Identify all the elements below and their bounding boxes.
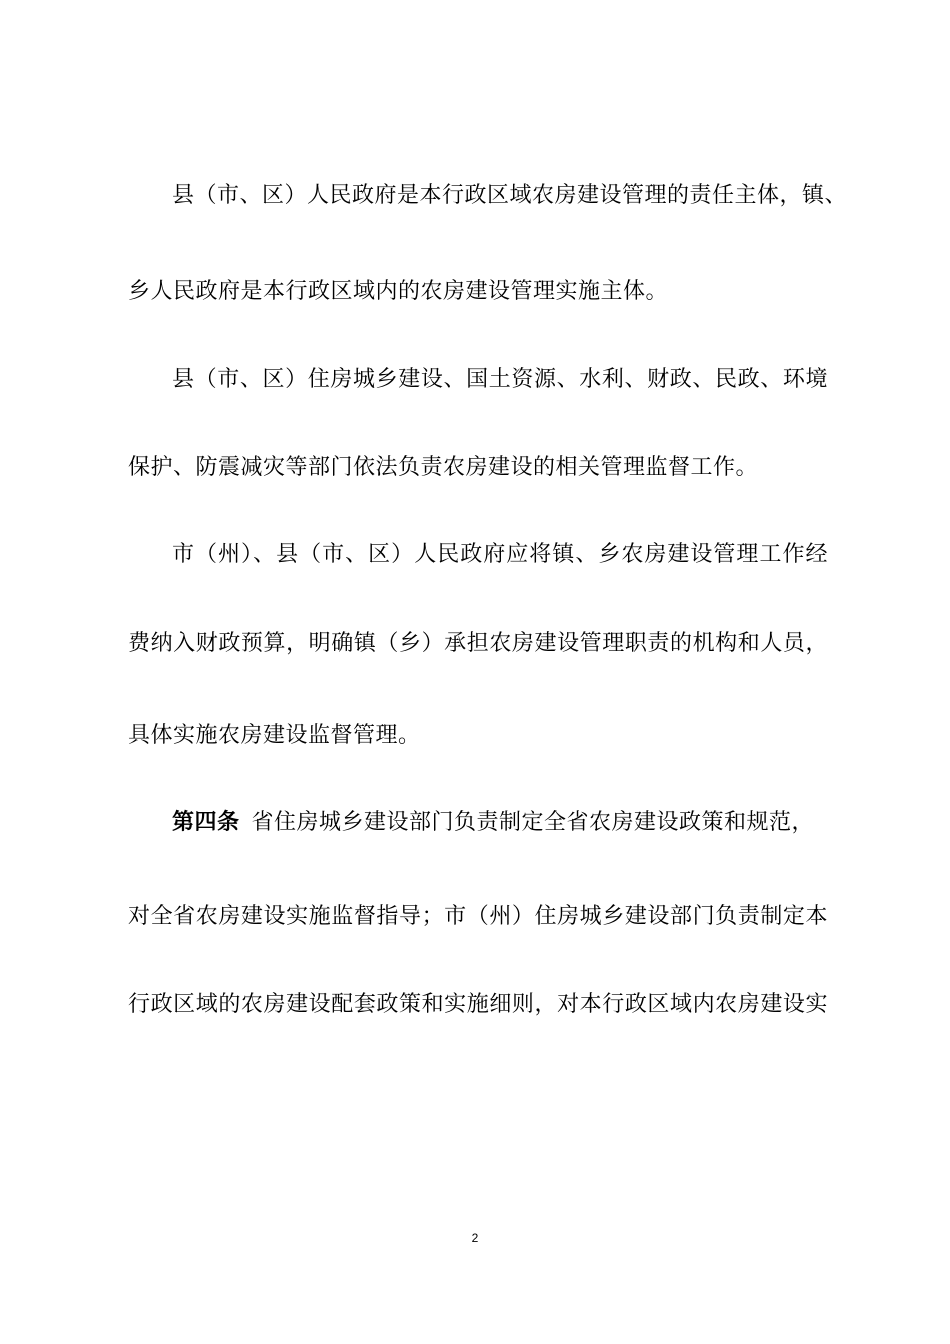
- paragraph-line: 乡人民政府是本行政区域内的农房建设管理实施主体。: [128, 279, 669, 304]
- paragraph-line: 具体实施农房建设监督管理。: [128, 723, 421, 748]
- page-number: 2: [471, 1231, 479, 1245]
- paragraph-line: 市（州）、县（市、区）人民政府应将镇、乡农房建设管理工作经: [172, 542, 828, 567]
- article-four-first-line: [172, 807, 815, 838]
- paragraph-line: 对全省农房建设实施监督指导；市（州）住房城乡建设部门负责制定本: [128, 904, 828, 929]
- paragraph-line: 保护、防震减灾等部门依法负责农房建设的相关管理监督工作。: [128, 455, 759, 480]
- paragraph-line: 县（市、区）住房城乡建设、国土资源、水利、财政、民政、环境: [172, 367, 828, 392]
- paragraph-line: 县（市、区）人民政府是本行政区域农房建设管理的责任主体，镇、: [172, 183, 848, 208]
- paragraph-line: 费纳入财政预算，明确镇（乡）承担农房建设管理职责的机构和人员，: [128, 631, 828, 656]
- paragraph-line: 行政区域的农房建设配套政策和实施细则，对本行政区域内农房建设实: [128, 992, 828, 1017]
- article-text: 省住房城乡建设部门负责制定全省农房建设政策和规范，: [251, 810, 815, 835]
- article-label: 第四条: [172, 809, 240, 835]
